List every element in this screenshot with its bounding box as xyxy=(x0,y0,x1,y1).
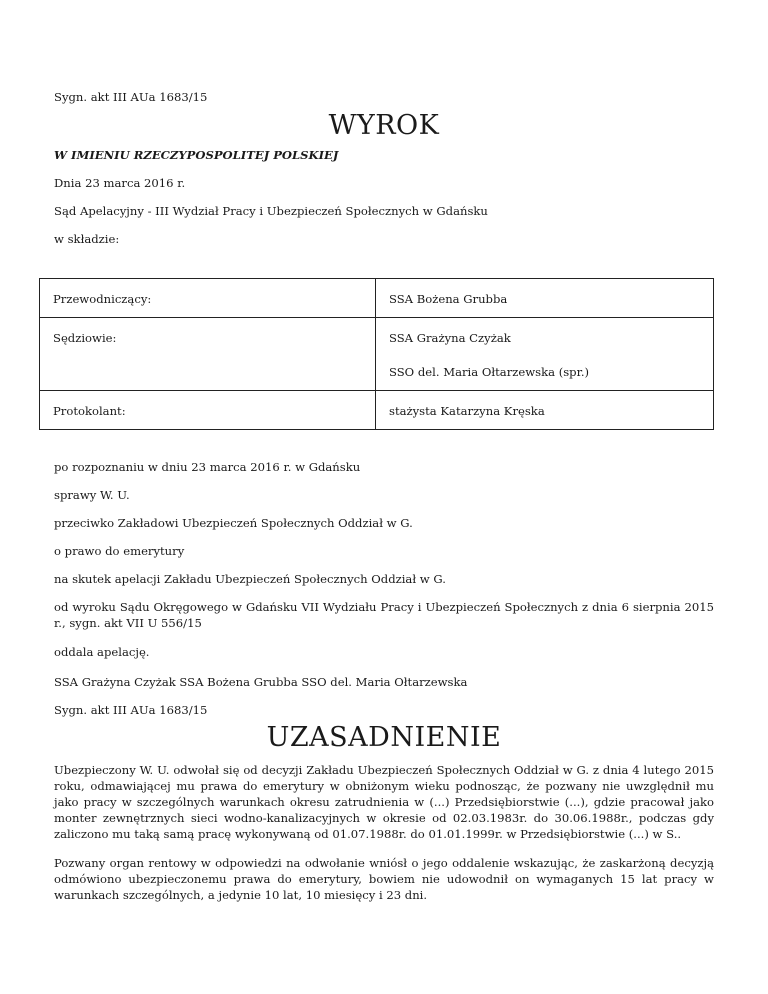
justification-paragraph: Pozwany organ rentowy w odpowiedzi na odwołanie wniósł o jego oddalenie wskazując, że zaskarżoną decyzją odmówiono ubezpieczonemu prawa do emerytury, bowiem nie udowodnił on wymaganych 15 lat pracy w warunkach szczególnych, a jedynie 10 lat, 10 miesięcy i 23 dni. xyxy=(54,856,714,902)
case-subject: o prawo do emerytury xyxy=(54,544,185,558)
bench-name: SSO del. Maria Ołtarzewska (spr.) xyxy=(389,365,590,379)
bench-name: SSA Grażyna Czyżak xyxy=(389,331,511,345)
case-signature-second: Sygn. akt III AUa 1683/15 xyxy=(54,703,208,717)
bench-row-presiding xyxy=(40,279,714,318)
case-signature: Sygn. akt III AUa 1683/15 xyxy=(54,90,208,104)
bench-names xyxy=(376,318,714,391)
court-name: Sąd Apelacyjny - III Wydział Pracy i Ubezpieczeń Społecznych w Gdańsku xyxy=(54,204,488,218)
case-opponent: przeciwko Zakładowi Ubezpieczeń Społecznych Oddział w G. xyxy=(54,516,413,530)
bench-role: Przewodniczący: xyxy=(40,279,376,318)
bench-name: stażysta Katarzyna Kręska xyxy=(376,391,714,430)
case-party: sprawy W. U. xyxy=(54,488,130,502)
hearing-info: po rozpoznaniu w dniu 23 marca 2016 r. w Gdańsku xyxy=(54,460,361,474)
judges-signatures: SSA Grażyna Czyżak SSA Bożena Grubba SSO del. Maria Ołtarzewska xyxy=(54,675,468,689)
judgment-subtitle: W IMIENIU RZECZYPOSPOLITEJ POLSKIEJ xyxy=(54,148,339,162)
justification-paragraph: Ubezpieczony W. U. odwołał się od decyzji Zakładu Ubezpieczeń Społecznych Oddział w G. z dnia 4 lutego 2015 roku, odmawiającej mu prawa do emerytury w obniżonym wieku podnosząc, że pozwany nie uwzględnił mu jako pracy w szczególnych warunkach okresu zatrudnienia w (...) Przedsiębiorstwie (...), gdzie pracował jako monter zewnętrznych sieci wodno-kanalizacyjnych w okresie od 02.03.1983r. do 30.06.1988r., podczas gdy zaliczono mu taką samą pracę wykonywaną od 01.07.1988r. do 01.01.1999r. w Przedsiębiorstwie (...) w S.. xyxy=(54,763,714,841)
bench-table xyxy=(39,278,714,430)
bench-row-judges xyxy=(40,318,714,391)
ruling: oddala apelację. xyxy=(54,645,150,659)
justification-title: UZASADNIENIE xyxy=(266,722,502,753)
bench-role: Protokolant: xyxy=(40,391,376,430)
appeal-basis: na skutek apelacji Zakładu Ubezpieczeń Społecznych Oddział w G. xyxy=(54,572,446,586)
bench-name: SSA Bożena Grubba xyxy=(376,279,714,318)
judgment-date: Dnia 23 marca 2016 r. xyxy=(54,176,186,190)
composition-intro: w składzie: xyxy=(54,232,120,246)
bench-role: Sędziowie: xyxy=(40,318,376,391)
bench-row-clerk xyxy=(40,391,714,430)
judgment-title: WYROK xyxy=(328,110,440,141)
appealed-judgment: od wyroku Sądu Okręgowego w Gdańsku VII Wydziału Pracy i Ubezpieczeń Społecznych z dnia 6 sierpnia 2015 r., sygn. akt VII U 556/15 xyxy=(54,600,714,630)
